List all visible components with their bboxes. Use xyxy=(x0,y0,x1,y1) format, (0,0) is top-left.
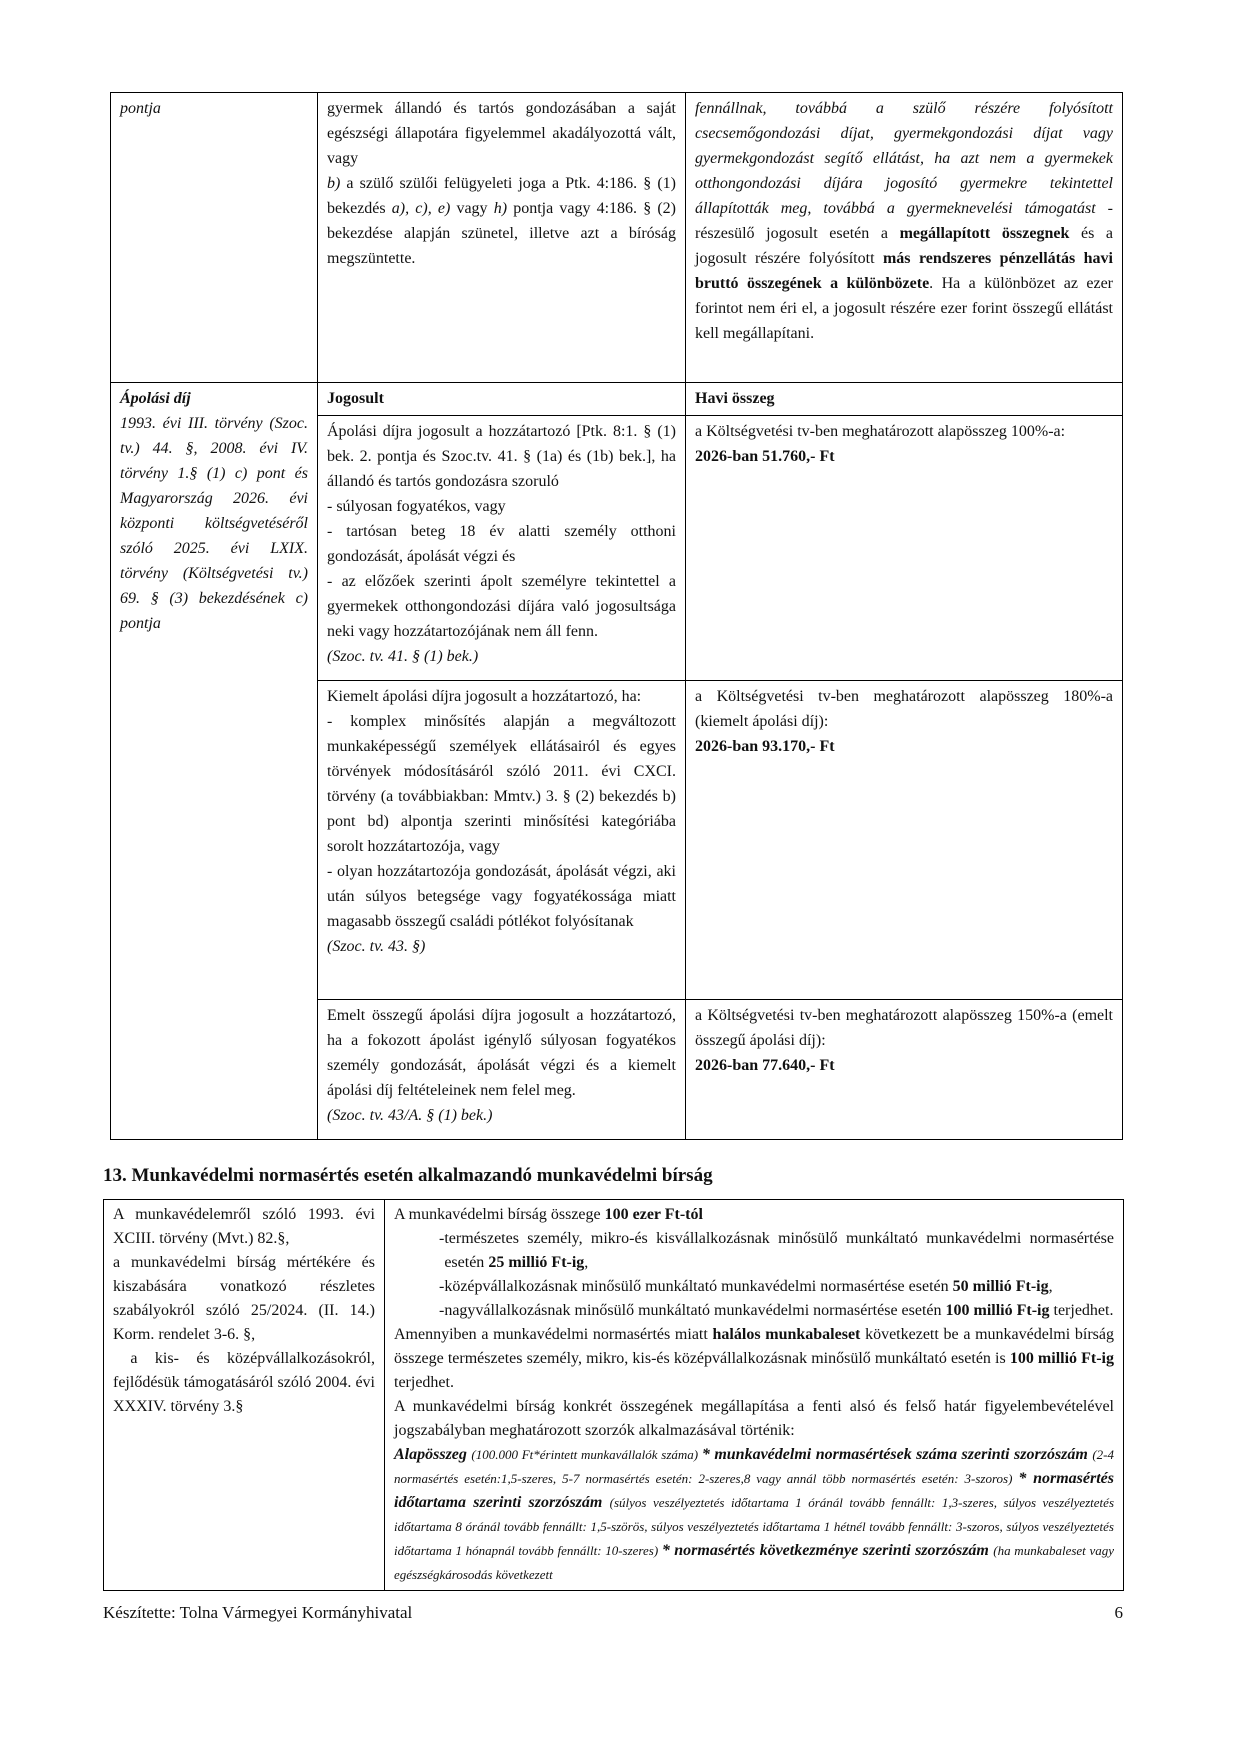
paragraph: a munkavédelmi bírság mértékére és kiszabására vonatkozó részletes szabályokról szóló 25/2024. (II. 14.) Korm. rendelet 3-6. §, xyxy=(113,1254,375,1343)
cell-legal-references xyxy=(104,1200,385,1591)
table-row xyxy=(111,93,1123,383)
paragraph: A munkavédelmi bírság konkrét összegének megállapítása a fenti alsó és felső határ figyelembevételével jogszabályban meghatározott szorzók alkalmazásával történik: xyxy=(394,1398,1114,1439)
paragraph: - az előzőek szerinti ápolt személyre tekintettel a gyermekek otthongondozási díjára való jogosultsága neki vagy hozzátartozójának nem áll fenn. xyxy=(327,573,676,640)
paragraph: A munkavédelemről szóló 1993. évi XCIII. törvény (Mvt.) 82.§, xyxy=(113,1206,375,1247)
cell-emelt-eligibility xyxy=(318,1000,686,1140)
cell-kiemelt-eligibility xyxy=(318,681,686,1000)
benefits-table xyxy=(110,92,1123,1140)
list-item-text: természetes személy, mikro-és kisvállalkozásnak minősülő munkáltató munkavédelmi normasértése esetén 25 millió Ft-ig, xyxy=(444,1230,1114,1271)
page-number: 6 xyxy=(1114,1603,1123,1622)
cell-amount-difference-rules xyxy=(686,93,1123,383)
legal-basis-text: 1993. évi III. törvény (Szoc. tv.) 44. §, 2008. évi IV. törvény 1.§ (1) c) pont és Magyarország 2026. évi központi költségvetéséről szóló 2025. évi LXIX. törvény (Költségvetési tv.) 69. § (3) bekezdésének c) pontja xyxy=(120,415,308,632)
table-row xyxy=(104,1200,1124,1591)
cell-header-havi-osszeg: Havi összeg xyxy=(686,383,1123,416)
amount-rule: a Költségvetési tv-ben meghatározott alapösszeg 100%-a: xyxy=(695,423,1066,440)
page-footer xyxy=(103,1601,1123,1625)
amount-rule: a Költségvetési tv-ben meghatározott alapösszeg 180%-a (kiemelt ápolási díj): xyxy=(695,688,1113,730)
amount-rule: a Költségvetési tv-ben meghatározott alapösszeg 150%-a (emelt összegű ápolási díj): xyxy=(695,1007,1113,1049)
paragraph: - tartósan beteg 18 év alatti személy otthoni gondozását, ápolását végzi és xyxy=(327,523,676,565)
paragraph: Emelt összegű ápolási díjra jogosult a hozzátartozó, ha a fokozott ápolást igénylő súlyosan fogyatékos személy gondozását, ápolását végzi és a kiemelt ápolási díj feltételeinek nem felel meg. xyxy=(327,1007,676,1099)
legal-reference: (Szoc. tv. 43/A. § (1) bek.) xyxy=(327,1107,493,1124)
legal-reference: (Szoc. tv. 43. §) xyxy=(327,938,426,955)
paragraph: - súlyosan fogyatékos, vagy xyxy=(327,498,506,515)
cell-apolasi-eligibility xyxy=(318,416,686,681)
list-item-text: nagyvállalkozásnak minősülő munkáltató munkavédelmi normasértése esetén 100 millió Ft-ig terjedhet. xyxy=(444,1302,1114,1319)
cell-fine-details xyxy=(385,1200,1124,1591)
bullet-dash: - xyxy=(439,1302,445,1319)
paragraph: b) a szülő szülői felügyeleti joga a Ptk. 4:186. § (1) bekezdés a), c), e) vagy h) pontja vagy 4:186. § (2) bekezdése alapján szünetel, illetve azt a bíróság megszüntette. xyxy=(327,175,677,267)
paragraph: - komplex minősítés alapján a megváltozott munkaképességű személyek ellátásairól és egyes törvények módosításáról szóló 2011. évi CXCI. törvény (a továbbiakban: Mmtv.) 3. § (2) bekezdés b) pont bd) alpontja szerinti minősítési kategóriába sorolt hozzátartozója, vagy xyxy=(327,713,676,855)
bullet-dash: - xyxy=(439,1278,445,1295)
cell-text: pontja xyxy=(120,100,161,117)
paragraph: Amennyiben a munkavédelmi normasértés miatt halálos munkabaleset következett be a munkavédelmi bírság összege természetes személy, mikro, kis-és középvállalkozásnak minősülő munkáltató esetén is 100 millió Ft-ig terjedhet. xyxy=(394,1326,1115,1391)
footer-author: Készítette: Tolna Vármegyei Kormányhivatal xyxy=(103,1603,413,1622)
cell-parent-conditions xyxy=(318,93,686,383)
cell-header-jogosult: Jogosult xyxy=(318,383,686,416)
cell-apolasi-amount xyxy=(686,416,1123,681)
paragraph: Kiemelt ápolási díjra jogosult a hozzátartozó, ha: xyxy=(327,688,642,705)
amount-value: 2026-ban 51.760,- Ft xyxy=(695,448,835,465)
amount-value: 2026-ban 93.170,- Ft xyxy=(695,738,835,755)
list-item xyxy=(394,1275,1114,1299)
munkavedelmi-birsag-table xyxy=(103,1199,1124,1591)
legal-reference: (Szoc. tv. 41. § (1) bek.) xyxy=(327,648,479,665)
paragraph: - olyan hozzátartozója gondozását, ápolását végzi, aki után súlyos betegsége vagy fogyatékossága miatt magasabb összegű családi pótlékot folyósítanak xyxy=(327,863,676,930)
section-13-heading: 13. Munkavédelmi normasértés esetén alkalmazandó munkavédelmi bírság xyxy=(103,1165,713,1186)
paragraph: Alapösszeg (100.000 Ft*érintett munkavállalók száma) * munkavédelmi normasértések száma szerinti szorzószám (2-4 normasértés esetén:1,5-szeres, 5-7 normasértés esetén: 2-szeres,8 vagy annál több normasértés esetén: 3-szoros) * normasértés időtartama szerinti szorzószám (súlyos veszélyeztetés időtartama 1 óránál tovább fennállt: 1,3-szeres, súlyos veszélyeztetés időtartama 8 óránál tovább fennállt: 1,5-szörös, súlyos veszélyeztetés időtartama 1 hétnél tovább fennállt: 3-szoros, súlyos veszélyeztetés időtartama 1 hónapnál tovább fennállt: 10-szeres) * normasértés következménye szerinti szorzószám (ha munkabaleset vagy egészségkárosodás következett xyxy=(394,1446,1114,1582)
paragraph: A munkavédelmi bírság összege 100 ezer Ft-tól xyxy=(394,1206,703,1223)
cell-apolasi-dij-legal-basis xyxy=(111,383,318,1140)
paragraph: Ápolási díjra jogosult a hozzátartozó [Ptk. 8:1. § (1) bek. 2. pontja és Szoc.tv. 41. § (1a) és (1b) bek.], ha állandó és tartós gondozásra szoruló xyxy=(327,423,676,490)
list-item xyxy=(394,1227,1114,1275)
list-item-text: középvállalkozásnak minősülő munkáltató munkavédelmi normasértése esetén 50 millió Ft-ig, xyxy=(444,1278,1053,1295)
cell-pontja xyxy=(111,93,318,383)
bullet-dash: - xyxy=(439,1230,445,1247)
row-title: Ápolási díj xyxy=(120,390,191,407)
paragraph: gyermek állandó és tartós gondozásában a saját egészségi állapotára figyelemmel akadályozottá vált, vagy xyxy=(327,100,676,167)
paragraph: a kis- és középvállalkozásokról, fejlődésük támogatásáról szóló 2004. évi XXXIV. törvény 3.§ xyxy=(113,1350,375,1415)
table-row xyxy=(111,383,1123,416)
list-item xyxy=(394,1299,1114,1323)
cell-emelt-amount xyxy=(686,1000,1123,1140)
paragraph: fennállnak, továbbá a szülő részére folyósított csecsemőgondozási díjat, gyermekgondozási díjat vagy gyermekgondozást segítő ellátást, ha azt nem a gyermekek otthongondozási díjára jogosító gyermekre tekintettel állapították meg, továbbá a gyermeknevelési támogatást - részesülő jogosult esetén a megállapított összegnek és a jogosult részére folyósított más rendszeres pénzellátás havi bruttó összegének a különbözete. Ha a különbözet az ezer forintot nem éri el, a jogosult részére ezer forint összegű ellátást kell megállapítani. xyxy=(695,100,1114,342)
amount-value: 2026-ban 77.640,- Ft xyxy=(695,1057,835,1074)
cell-kiemelt-amount xyxy=(686,681,1123,1000)
